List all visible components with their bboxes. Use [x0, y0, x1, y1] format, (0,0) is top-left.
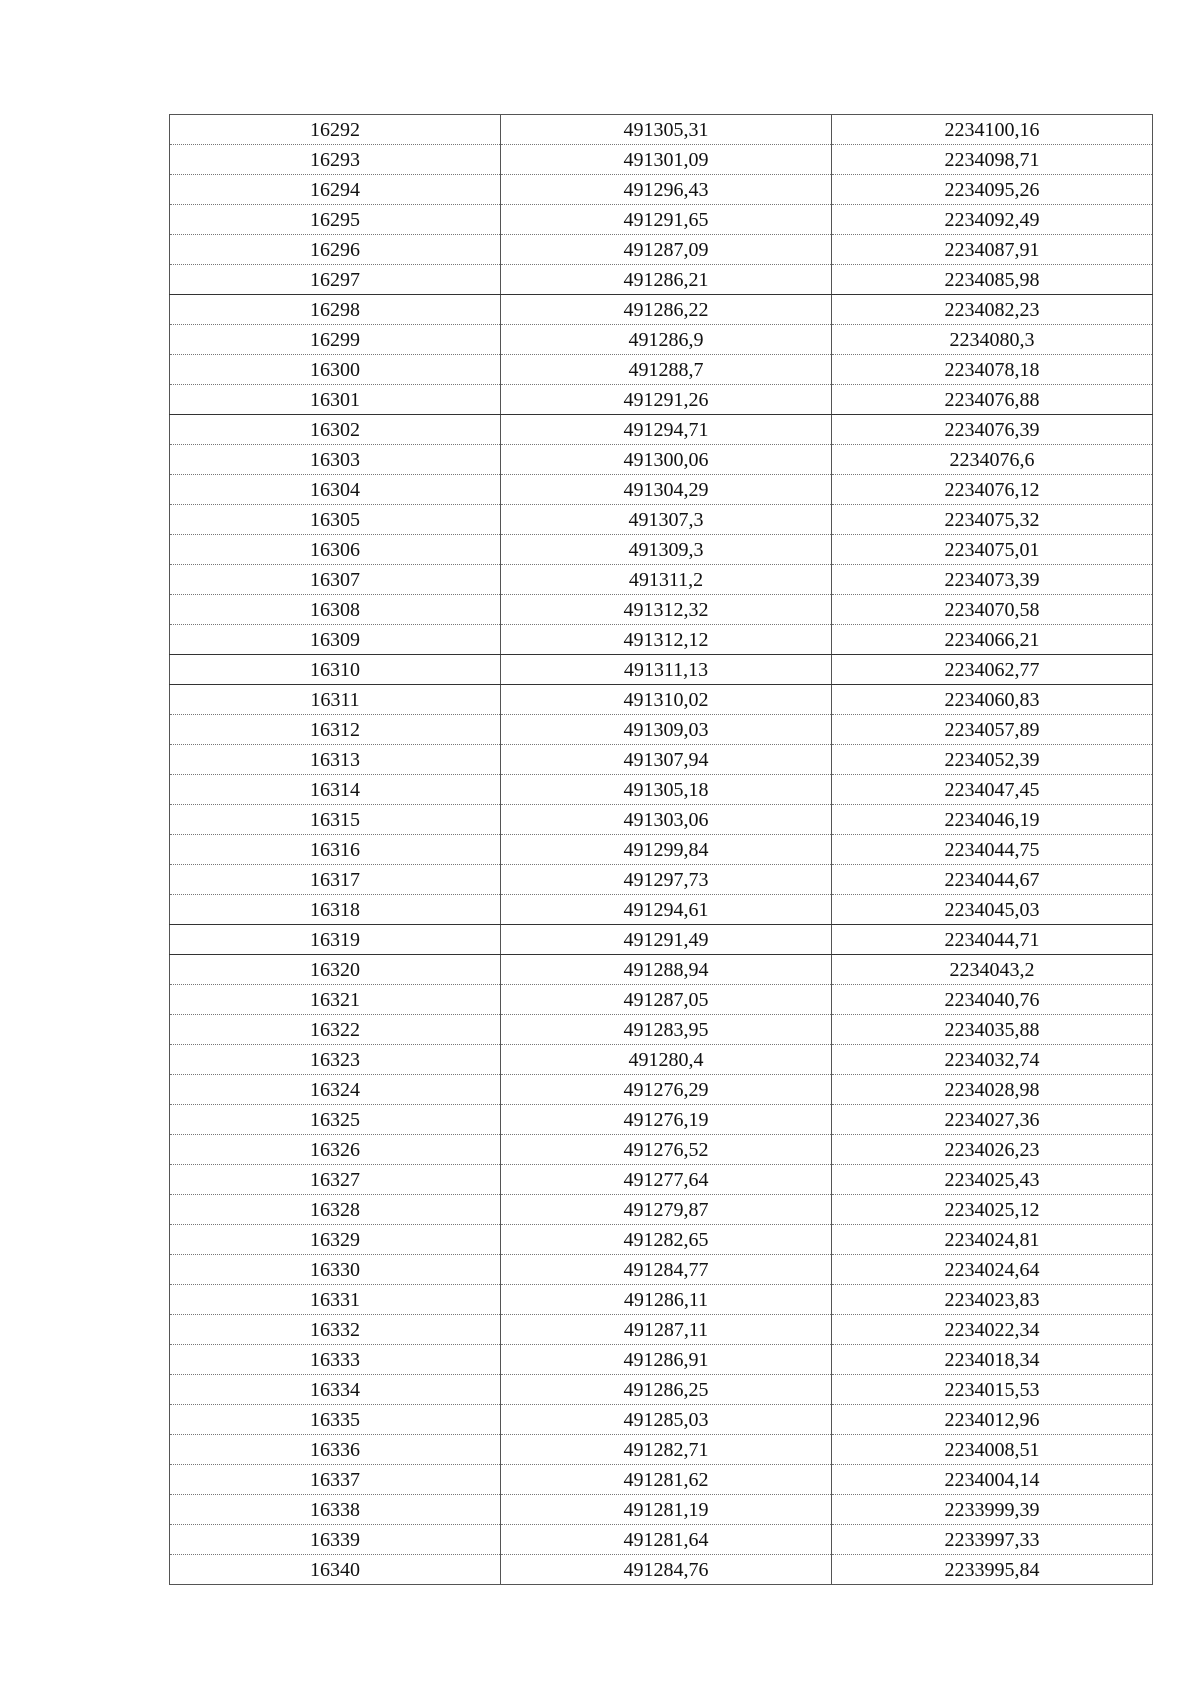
y-coordinate-cell: 2234078,18	[832, 355, 1153, 385]
y-coordinate-cell: 2234076,6	[832, 445, 1153, 475]
x-coordinate-cell: 491286,25	[501, 1375, 832, 1405]
x-coordinate-cell: 491286,91	[501, 1345, 832, 1375]
x-coordinate-cell: 491291,26	[501, 385, 832, 415]
x-coordinate-cell: 491303,06	[501, 805, 832, 835]
y-coordinate-cell: 2234076,39	[832, 415, 1153, 445]
point-number-cell: 16334	[170, 1375, 501, 1405]
x-coordinate-cell: 491286,9	[501, 325, 832, 355]
x-coordinate-cell: 491286,11	[501, 1285, 832, 1315]
y-coordinate-cell: 2234027,36	[832, 1105, 1153, 1135]
point-number-cell: 16337	[170, 1465, 501, 1495]
point-number-cell: 16333	[170, 1345, 501, 1375]
x-coordinate-cell: 491281,64	[501, 1525, 832, 1555]
y-coordinate-cell: 2234025,43	[832, 1165, 1153, 1195]
point-number-cell: 16322	[170, 1015, 501, 1045]
table-row	[170, 715, 1153, 745]
coordinates-table	[169, 114, 1153, 1585]
x-coordinate-cell: 491301,09	[501, 145, 832, 175]
point-number-cell: 16306	[170, 535, 501, 565]
point-number-cell: 16339	[170, 1525, 501, 1555]
point-number-cell: 16312	[170, 715, 501, 745]
x-coordinate-cell: 491300,06	[501, 445, 832, 475]
point-number-cell: 16324	[170, 1075, 501, 1105]
x-coordinate-cell: 491291,49	[501, 925, 832, 955]
point-number-cell: 16299	[170, 325, 501, 355]
table-row	[170, 415, 1153, 445]
point-number-cell: 16332	[170, 1315, 501, 1345]
point-number-cell: 16327	[170, 1165, 501, 1195]
table-row	[170, 1195, 1153, 1225]
table-row	[170, 595, 1153, 625]
y-coordinate-cell: 2234076,12	[832, 475, 1153, 505]
point-number-cell: 16320	[170, 955, 501, 985]
x-coordinate-cell: 491312,12	[501, 625, 832, 655]
point-number-cell: 16338	[170, 1495, 501, 1525]
point-number-cell: 16295	[170, 205, 501, 235]
table-row	[170, 1525, 1153, 1555]
point-number-cell: 16323	[170, 1045, 501, 1075]
x-coordinate-cell: 491311,2	[501, 565, 832, 595]
table-row	[170, 1165, 1153, 1195]
x-coordinate-cell: 491285,03	[501, 1405, 832, 1435]
table-row	[170, 805, 1153, 835]
table-row	[170, 1285, 1153, 1315]
table-row	[170, 145, 1153, 175]
y-coordinate-cell: 2233997,33	[832, 1525, 1153, 1555]
table-row	[170, 1495, 1153, 1525]
x-coordinate-cell: 491277,64	[501, 1165, 832, 1195]
x-coordinate-cell: 491276,29	[501, 1075, 832, 1105]
y-coordinate-cell: 2234015,53	[832, 1375, 1153, 1405]
point-number-cell: 16331	[170, 1285, 501, 1315]
table-row	[170, 1135, 1153, 1165]
x-coordinate-cell: 491309,03	[501, 715, 832, 745]
y-coordinate-cell: 2234052,39	[832, 745, 1153, 775]
y-coordinate-cell: 2234046,19	[832, 805, 1153, 835]
table-row	[170, 535, 1153, 565]
table-row	[170, 1375, 1153, 1405]
point-number-cell: 16329	[170, 1225, 501, 1255]
y-coordinate-cell: 2234035,88	[832, 1015, 1153, 1045]
x-coordinate-cell: 491307,3	[501, 505, 832, 535]
y-coordinate-cell: 2234045,03	[832, 895, 1153, 925]
table-row	[170, 295, 1153, 325]
point-number-cell: 16304	[170, 475, 501, 505]
table-row	[170, 1045, 1153, 1075]
point-number-cell: 16310	[170, 655, 501, 685]
x-coordinate-cell: 491284,76	[501, 1555, 832, 1585]
table-row	[170, 1255, 1153, 1285]
point-number-cell: 16298	[170, 295, 501, 325]
y-coordinate-cell: 2234070,58	[832, 595, 1153, 625]
x-coordinate-cell: 491305,31	[501, 115, 832, 145]
x-coordinate-cell: 491309,3	[501, 535, 832, 565]
y-coordinate-cell: 2234024,81	[832, 1225, 1153, 1255]
table-row	[170, 175, 1153, 205]
point-number-cell: 16315	[170, 805, 501, 835]
y-coordinate-cell: 2234098,71	[832, 145, 1153, 175]
y-coordinate-cell: 2234023,83	[832, 1285, 1153, 1315]
table-row	[170, 355, 1153, 385]
y-coordinate-cell: 2234082,23	[832, 295, 1153, 325]
x-coordinate-cell: 491276,19	[501, 1105, 832, 1135]
table-row	[170, 205, 1153, 235]
point-number-cell: 16307	[170, 565, 501, 595]
point-number-cell: 16303	[170, 445, 501, 475]
x-coordinate-cell: 491294,61	[501, 895, 832, 925]
point-number-cell: 16340	[170, 1555, 501, 1585]
x-coordinate-cell: 491288,7	[501, 355, 832, 385]
point-number-cell: 16335	[170, 1405, 501, 1435]
x-coordinate-cell: 491299,84	[501, 835, 832, 865]
point-number-cell: 16305	[170, 505, 501, 535]
point-number-cell: 16294	[170, 175, 501, 205]
y-coordinate-cell: 2234008,51	[832, 1435, 1153, 1465]
x-coordinate-cell: 491287,05	[501, 985, 832, 1015]
point-number-cell: 16319	[170, 925, 501, 955]
point-number-cell: 16336	[170, 1435, 501, 1465]
x-coordinate-cell: 491286,22	[501, 295, 832, 325]
table-row	[170, 625, 1153, 655]
y-coordinate-cell: 2233999,39	[832, 1495, 1153, 1525]
x-coordinate-cell: 491296,43	[501, 175, 832, 205]
table-row	[170, 1405, 1153, 1435]
y-coordinate-cell: 2234040,76	[832, 985, 1153, 1015]
x-coordinate-cell: 491310,02	[501, 685, 832, 715]
x-coordinate-cell: 491305,18	[501, 775, 832, 805]
table-row	[170, 1465, 1153, 1495]
x-coordinate-cell: 491288,94	[501, 955, 832, 985]
x-coordinate-cell: 491291,65	[501, 205, 832, 235]
y-coordinate-cell: 2234028,98	[832, 1075, 1153, 1105]
point-number-cell: 16328	[170, 1195, 501, 1225]
table-row	[170, 325, 1153, 355]
point-number-cell: 16313	[170, 745, 501, 775]
y-coordinate-cell: 2234066,21	[832, 625, 1153, 655]
coordinates-table-body	[170, 115, 1153, 1585]
x-coordinate-cell: 491294,71	[501, 415, 832, 445]
table-row	[170, 835, 1153, 865]
table-row	[170, 265, 1153, 295]
y-coordinate-cell: 2234032,74	[832, 1045, 1153, 1075]
table-row	[170, 955, 1153, 985]
point-number-cell: 16311	[170, 685, 501, 715]
table-row	[170, 745, 1153, 775]
y-coordinate-cell: 2234047,45	[832, 775, 1153, 805]
table-row	[170, 1555, 1153, 1585]
point-number-cell: 16330	[170, 1255, 501, 1285]
x-coordinate-cell: 491287,09	[501, 235, 832, 265]
y-coordinate-cell: 2234080,3	[832, 325, 1153, 355]
point-number-cell: 16292	[170, 115, 501, 145]
y-coordinate-cell: 2234004,14	[832, 1465, 1153, 1495]
table-row	[170, 655, 1153, 685]
x-coordinate-cell: 491304,29	[501, 475, 832, 505]
x-coordinate-cell: 491276,52	[501, 1135, 832, 1165]
y-coordinate-cell: 2234075,32	[832, 505, 1153, 535]
table-row	[170, 445, 1153, 475]
table-row	[170, 1015, 1153, 1045]
y-coordinate-cell: 2234073,39	[832, 565, 1153, 595]
table-row	[170, 1075, 1153, 1105]
table-row	[170, 1345, 1153, 1375]
y-coordinate-cell: 2234024,64	[832, 1255, 1153, 1285]
point-number-cell: 16302	[170, 415, 501, 445]
x-coordinate-cell: 491281,19	[501, 1495, 832, 1525]
table-row	[170, 985, 1153, 1015]
point-number-cell: 16300	[170, 355, 501, 385]
point-number-cell: 16309	[170, 625, 501, 655]
table-row	[170, 1315, 1153, 1345]
point-number-cell: 16316	[170, 835, 501, 865]
point-number-cell: 16308	[170, 595, 501, 625]
point-number-cell: 16314	[170, 775, 501, 805]
table-row	[170, 475, 1153, 505]
x-coordinate-cell: 491312,32	[501, 595, 832, 625]
x-coordinate-cell: 491281,62	[501, 1465, 832, 1495]
y-coordinate-cell: 2234095,26	[832, 175, 1153, 205]
y-coordinate-cell: 2234018,34	[832, 1345, 1153, 1375]
y-coordinate-cell: 2234100,16	[832, 115, 1153, 145]
point-number-cell: 16321	[170, 985, 501, 1015]
x-coordinate-cell: 491284,77	[501, 1255, 832, 1285]
x-coordinate-cell: 491311,13	[501, 655, 832, 685]
point-number-cell: 16325	[170, 1105, 501, 1135]
y-coordinate-cell: 2234012,96	[832, 1405, 1153, 1435]
table-row	[170, 1225, 1153, 1255]
y-coordinate-cell: 2234025,12	[832, 1195, 1153, 1225]
x-coordinate-cell: 491307,94	[501, 745, 832, 775]
table-row	[170, 895, 1153, 925]
y-coordinate-cell: 2234057,89	[832, 715, 1153, 745]
point-number-cell: 16318	[170, 895, 501, 925]
table-row	[170, 685, 1153, 715]
y-coordinate-cell: 2234087,91	[832, 235, 1153, 265]
x-coordinate-cell: 491287,11	[501, 1315, 832, 1345]
y-coordinate-cell: 2234076,88	[832, 385, 1153, 415]
y-coordinate-cell: 2234043,2	[832, 955, 1153, 985]
y-coordinate-cell: 2234085,98	[832, 265, 1153, 295]
table-row	[170, 385, 1153, 415]
point-number-cell: 16326	[170, 1135, 501, 1165]
y-coordinate-cell: 2234060,83	[832, 685, 1153, 715]
table-row	[170, 1435, 1153, 1465]
table-row	[170, 565, 1153, 595]
y-coordinate-cell: 2234044,75	[832, 835, 1153, 865]
y-coordinate-cell: 2234092,49	[832, 205, 1153, 235]
x-coordinate-cell: 491282,65	[501, 1225, 832, 1255]
x-coordinate-cell: 491282,71	[501, 1435, 832, 1465]
point-number-cell: 16293	[170, 145, 501, 175]
table-row	[170, 505, 1153, 535]
x-coordinate-cell: 491283,95	[501, 1015, 832, 1045]
y-coordinate-cell: 2234075,01	[832, 535, 1153, 565]
x-coordinate-cell: 491279,87	[501, 1195, 832, 1225]
point-number-cell: 16297	[170, 265, 501, 295]
table-row	[170, 1105, 1153, 1135]
table-row	[170, 235, 1153, 265]
table-row	[170, 925, 1153, 955]
x-coordinate-cell: 491297,73	[501, 865, 832, 895]
y-coordinate-cell: 2234044,67	[832, 865, 1153, 895]
table-row	[170, 115, 1153, 145]
table-row	[170, 865, 1153, 895]
y-coordinate-cell: 2234044,71	[832, 925, 1153, 955]
point-number-cell: 16296	[170, 235, 501, 265]
point-number-cell: 16317	[170, 865, 501, 895]
point-number-cell: 16301	[170, 385, 501, 415]
y-coordinate-cell: 2234026,23	[832, 1135, 1153, 1165]
x-coordinate-cell: 491280,4	[501, 1045, 832, 1075]
y-coordinate-cell: 2234022,34	[832, 1315, 1153, 1345]
table-row	[170, 775, 1153, 805]
y-coordinate-cell: 2233995,84	[832, 1555, 1153, 1585]
y-coordinate-cell: 2234062,77	[832, 655, 1153, 685]
x-coordinate-cell: 491286,21	[501, 265, 832, 295]
